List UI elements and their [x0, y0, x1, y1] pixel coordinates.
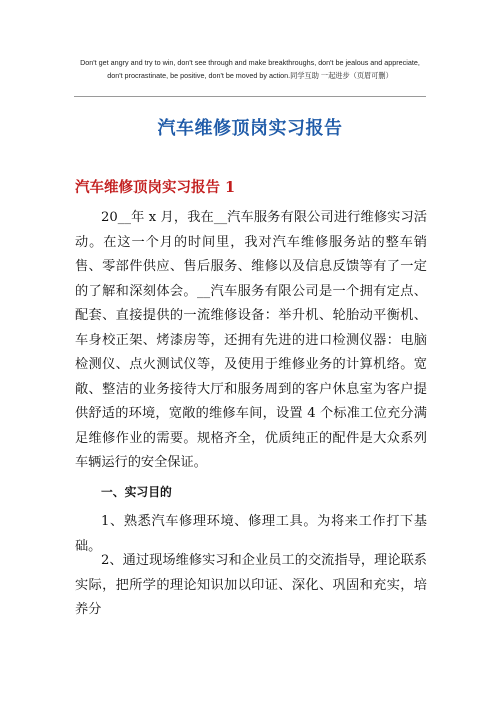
body-paragraph-1: 20__年 x 月，我在__汽车服务有限公司进行维修实习活动。在这一个月的时间里，我对汽车维修服务站的整车销售、零部件供应、售后服务、维修以及信息反馈等有了一定的了解和深刻体会。__汽车服务有限公司是一个拥有定点、配套、直接提供的一流维修设备：举升机、轮胎动平衡机、车身校正架、烤漆房等，还拥有先进的进口检测仪器：电脑检测仪、点火测试仪等，及使用于维修业务的计算机络。宽敞、整洁的业务接待大厅和服务周到的客户休息室为客户提供舒适的环境，宽敞的维修车间，设置 4 个标准工位充分满足维修作业的需要。规格齐全，优质纯正的配件是大众系列车辆运行的安全保证。: [75, 210, 427, 470]
body-paragraph-2: 1、熟悉汽车修理环境、修理工具。为将来工作打下基础。: [75, 514, 427, 554]
document-title: 汽车维修顶岗实习报告: [157, 118, 343, 139]
body-paragraph-3: 2、通过现场维修实习和企业员工的交流指导，理论联系实际，把所学的理论知识加以印证、深化、巩固和充实，培养分: [75, 553, 427, 617]
subheading-internship-purpose: 一、实习目的: [101, 485, 172, 499]
header-divider: [74, 96, 426, 97]
header-note-line-1: Don't get angry and try to win, don't see through and make breakthroughs, don't be jealous and appreciate,: [80, 58, 420, 67]
page-header-note: [40, 56, 460, 82]
header-note-line-2: don't procrastinate, be positive, don't be moved by action.同学互助 一起进步（页眉可删）: [107, 71, 393, 80]
section-heading: 汽车维修顶岗实习报告 1: [75, 179, 236, 196]
